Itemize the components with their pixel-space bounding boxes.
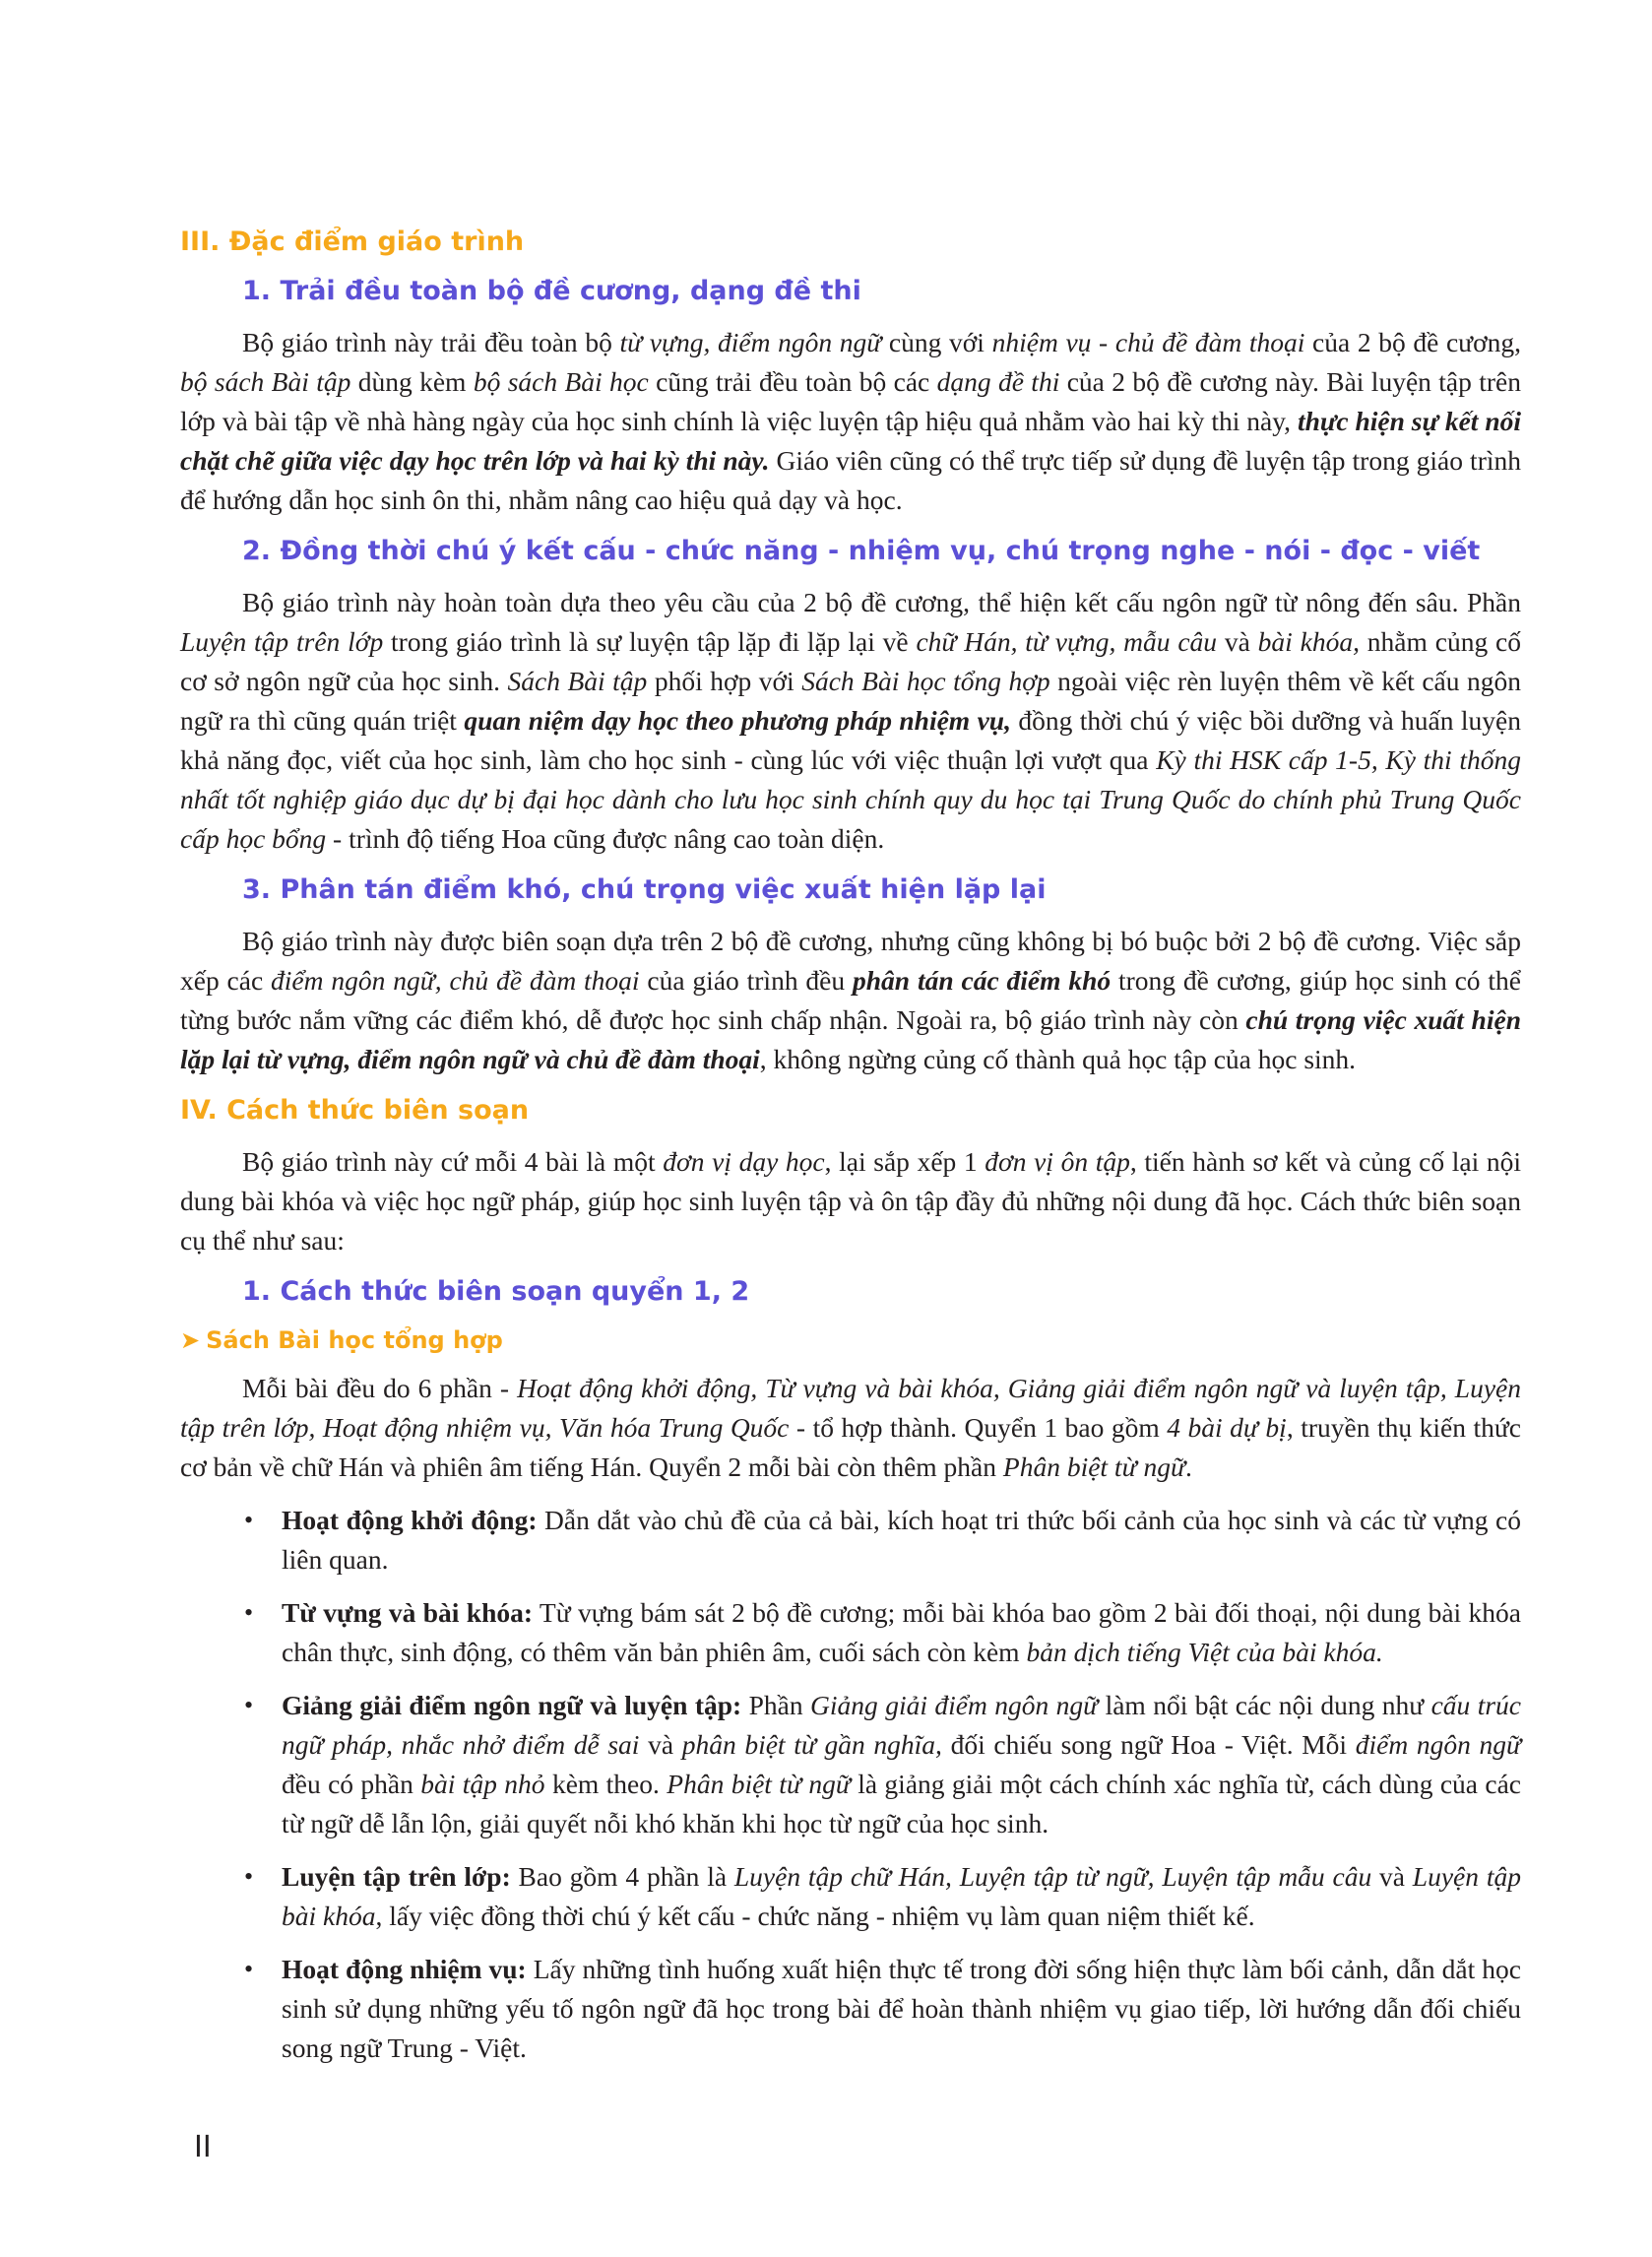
- bullet-icon: •: [244, 1691, 254, 1719]
- page-number: II: [194, 2130, 212, 2164]
- paragraph-3-1: Bộ giáo trình này trải đều toàn bộ từ vựng, điểm ngôn ngữ cùng với nhiệm vụ - chủ đề đàm thoại của 2 bộ đề cương, bộ sách Bài tập dùng kèm bộ sách Bài học cũng trải đều toàn bộ các dạng đề thi của 2 bộ đề cương này. Bài luyện tập trên lớp và bài tập về nhà hàng ngày của học sinh chính là việc luyện tập hiệu quả nhằm vào hai kỳ thi này, thực hiện sự kết nối chặt chẽ giữa việc dạy học trên lớp và hai kỳ thi này. Giáo viên cũng có thể trực tiếp sử dụng đề luyện tập trong giáo trình để hướng dẫn học sinh ôn thi, nhằm nâng cao hiệu quả dạy và học.: [180, 327, 1522, 515]
- subsection-heading-3-3: 3. Phân tán điểm khó, chú trọng việc xuất hiện lặp lại: [242, 874, 1047, 905]
- subsection-heading-4-1: 1. Cách thức biên soạn quyển 1, 2: [242, 1276, 750, 1307]
- page-content: [180, 225, 1521, 2082]
- arrow-bullet-icon: ➤: [180, 1326, 201, 1354]
- paragraph-3-2: Bộ giáo trình này hoàn toàn dựa theo yêu cầu của 2 bộ đề cương, thể hiện kết cấu ngôn ngữ từ nông đến sâu. Phần Luyện tập trên lớp trong giáo trình là sự luyện tập lặp đi lặp lại về chữ Hán, từ vựng, mẫu câu và bài khóa, nhằm củng cố cơ sở ngôn ngữ của học sinh. Sách Bài tập phối hợp với Sách Bài học tổng hợp ngoài việc rèn luyện thêm về kết cấu ngôn ngữ ra thì cũng quán triệt quan niệm dạy học theo phương pháp nhiệm vụ, đồng thời chú ý việc bồi dưỡng và huấn luyện khả năng đọc, viết của học sinh, làm cho học sinh - cùng lúc với việc thuận lợi vượt qua Kỳ thi HSK cấp 1-5, Kỳ thi thống nhất tốt nghiệp giáo dục dự bị đại học dành cho lưu học sinh chính quy du học tại Trung Quốc do chính phủ Trung Quốc cấp học bổng - trình độ tiếng Hoa cũng được nâng cao toàn diện.: [180, 587, 1521, 854]
- bullet-icon: •: [244, 1506, 254, 1534]
- list-item: • Hoạt động khởi động: Dẫn dắt vào chủ đề của cả bài, kích hoạt tri thức bối cảnh của học sinh và các từ vựng có liên quan.: [180, 1501, 1521, 1580]
- section-heading-iii: III. Đặc điểm giáo trình: [180, 226, 525, 257]
- list-item: • Luyện tập trên lớp: Bao gồm 4 phần là Luyện tập chữ Hán, Luyện tập từ ngữ, Luyện tập mẫu câu và Luyện tập bài khóa, lấy việc đồng thời chú ý kết cấu - chức năng - nhiệm vụ làm quan niệm thiết kế.: [180, 1857, 1521, 1936]
- bullet-list: [180, 1501, 1521, 2068]
- subsection-heading-3-1: 1. Trải đều toàn bộ đề cương, dạng đề thi: [242, 276, 861, 306]
- section-heading-iv: IV. Cách thức biên soạn: [180, 1095, 530, 1126]
- paragraph-3-3: Bộ giáo trình này được biên soạn dựa trên 2 bộ đề cương, nhưng cũng không bị bó buộc bởi 2 bộ đề cương. Việc sắp xếp các điểm ngôn ngữ, chủ đề đàm thoại của giáo trình đều phân tán các điểm khó trong đề cương, giúp học sinh có thể từng bước nắm vững các điểm khó, dễ được học sinh chấp nhận. Ngoài ra, bộ giáo trình này còn chú trọng việc xuất hiện lặp lại từ vựng, điểm ngôn ngữ và chủ đề đàm thoại, không ngừng củng cố thành quả học tập của học sinh.: [180, 926, 1522, 1074]
- list-item: • Từ vựng và bài khóa: Từ vựng bám sát 2 bộ đề cương; mỗi bài khóa bao gồm 2 bài đối thoại, nội dung bài khóa chân thực, sinh động, có thêm văn bản phiên âm, cuối sách còn kèm bản dịch tiếng Việt của bài khóa.: [180, 1593, 1521, 1672]
- bullet-icon: •: [244, 1862, 254, 1891]
- paragraph-4: Bộ giáo trình này cứ mỗi 4 bài là một đơn vị dạy học, lại sắp xếp 1 đơn vị ôn tập, tiến hành sơ kết và củng cố lại nội dung bài khóa và việc học ngữ pháp, giúp học sinh luyện tập và ôn tập đầy đủ những nội dung đã học. Cách thức biên soạn cụ thể như sau:: [180, 1146, 1521, 1256]
- list-item: • Hoạt động nhiệm vụ: Lấy những tình huống xuất hiện thực tế trong đời sống hiện thực làm bối cảnh, dẫn dắt học sinh sử dụng những yếu tố ngôn ngữ đã học trong bài để hoàn thành nhiệm vụ giao tiếp, lời hướng dẫn đối chiếu song ngữ Trung - Việt.: [180, 1950, 1521, 2068]
- subsection-heading-3-2: 2. Đồng thời chú ý kết cấu - chức năng - nhiệm vụ, chú trọng nghe - nói - đọc - viết: [242, 536, 1481, 566]
- bullet-icon: •: [244, 1598, 254, 1627]
- list-item: • Giảng giải điểm ngôn ngữ và luyện tập: Phần Giảng giải điểm ngôn ngữ làm nổi bật các nội dung như cấu trúc ngữ pháp, nhắc nhở điểm dễ sai và phân biệt từ gần nghĩa, đối chiếu song ngữ Hoa - Việt. Mỗi điểm ngôn ngữ đều có phần bài tập nhỏ kèm theo. Phân biệt từ ngữ là giảng giải một cách chính xác nghĩa từ, cách dùng của các từ ngữ dễ lẫn lộn, giải quyết nỗi khó khăn khi học từ ngữ của học sinh.: [180, 1686, 1521, 1843]
- paragraph-4-1: Mỗi bài đều do 6 phần - Hoạt động khởi động, Từ vựng và bài khóa, Giảng giải điểm ngôn ngữ và luyện tập, Luyện tập trên lớp, Hoạt động nhiệm vụ, Văn hóa Trung Quốc - tổ hợp thành. Quyển 1 bao gồm 4 bài dự bị, truyền thụ kiến thức cơ bản về chữ Hán và phiên âm tiếng Hán. Quyển 2 mỗi bài còn thêm phần Phân biệt từ ngữ.: [180, 1373, 1521, 1482]
- bullet-icon: •: [244, 1955, 254, 1983]
- sub-heading-sach-bai-hoc: ➤ Sách Bài học tổng hợp: [180, 1326, 503, 1354]
